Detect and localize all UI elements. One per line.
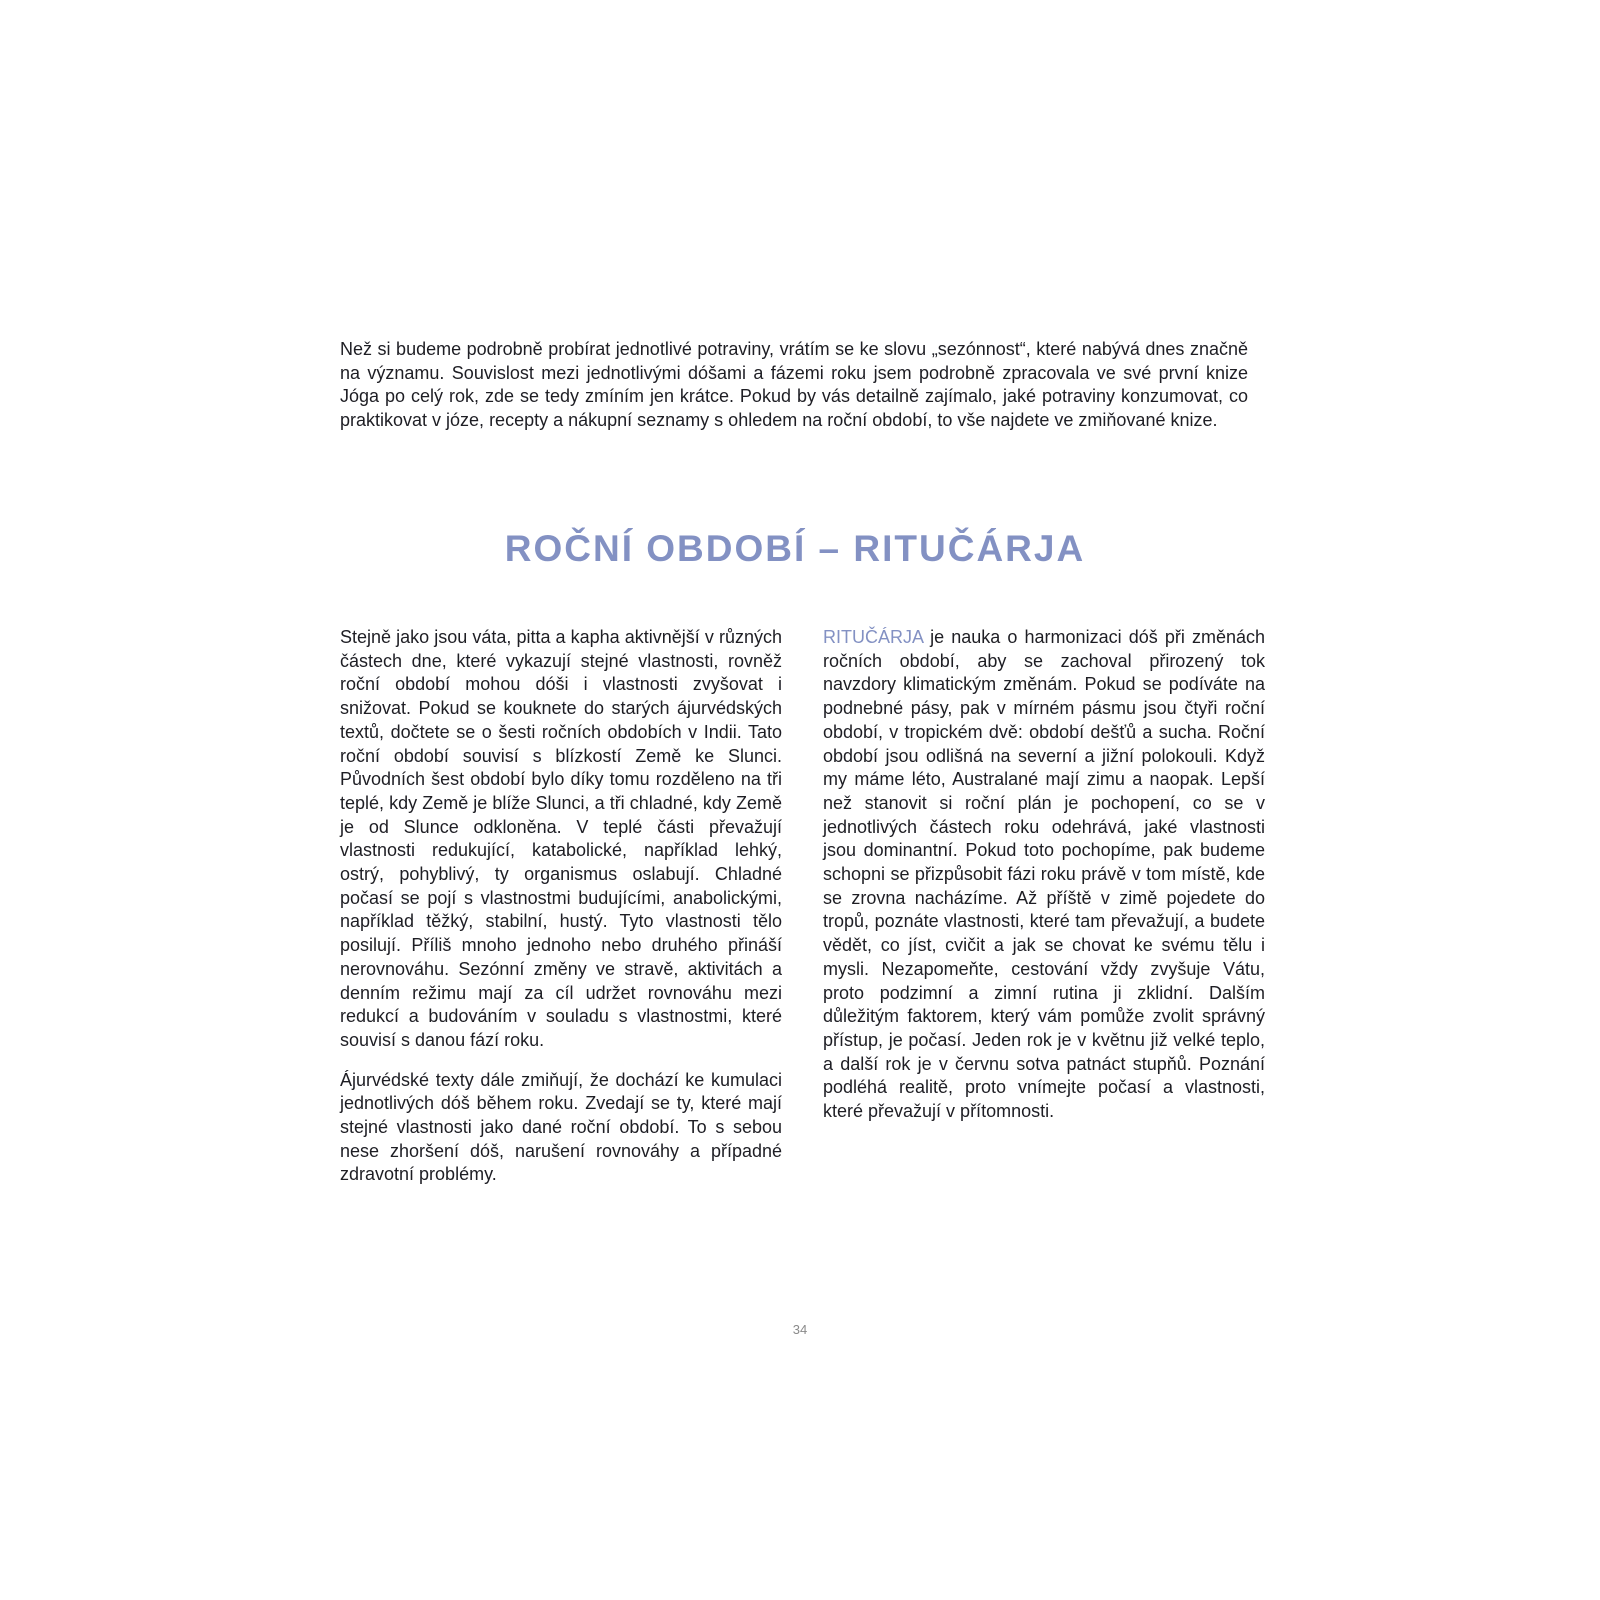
right-paragraph-1	[823, 626, 1265, 1124]
left-paragraph-1: Stejně jako jsou váta, pitta a kapha aktivnější v různých částech dne, které vykazují stejné vlastnosti, rovněž roční období mohou dóši i vlastnosti zvyšovat i snižovat. Pokud se kouknete do starých ájurvédských textů, dočtete se o šesti ročních obdobích v Indii. Tato roční období souvisí s blízkostí Země ke Slunci. Původních šest období bylo díky tomu rozděleno na tři teplé, kdy Země je blíže Slunci, a tři chladné, kdy Země je od Slunce odkloněna. V teplé části převažují vlastnosti redukující, katabolické, například lehký, ostrý, pohyblivý, ty organismus oslabují. Chladné počasí se pojí s vlastnostmi budujícími, anabolickými, například těžký, stabilní, hustý. Tyto vlastnosti tělo posilují. Příliš mnoho jednoho nebo druhého přináší nerovnováhu. Sezónní změny ve stravě, aktivitách a denním režimu mají za cíl udržet rovnováhu mezi redukcí a budováním v souladu s vlastnostmi, které souvisí s danou fází roku.	[340, 627, 782, 1050]
left-paragraph-2: Ájurvédské texty dále zmiňují, že dochází ke kumulaci jednotlivých dóš během roku. Zvedají se ty, které mají stejné vlastnosti jako dané roční období. To s sebou nese zhoršení dóš, narušení rovnováhy a případné zdravotní problémy.	[340, 1069, 782, 1185]
right-column	[823, 626, 1265, 1140]
accent-term: RITUČÁRJA	[823, 627, 924, 647]
left-column	[340, 626, 782, 1203]
intro-paragraph: Než si budeme podrobně probírat jednotlivé potraviny, vrátím se ke slovu „sezónnost“, které nabývá dnes značně na významu. Souvislost mezi jednotlivými dóšami a fázemi roku jsem podrobně zpracovala ve své první knize Jóga po celý rok, zde se tedy zmíním jen krátce. Pokud by vás detailně zajímalo, jaké potraviny konzumovat, co praktikovat v józe, recepty a nákupní seznamy s ohledem na roční období, to vše najdete ve zmiňované knize.	[340, 339, 1248, 430]
page-number: 34	[792, 1322, 808, 1337]
section-heading: ROČNÍ OBDOBÍ – RITUČÁRJA	[504, 528, 1086, 569]
right-paragraph-1-text: je nauka o harmonizaci dóš při změnách ročních období, aby se zachoval přirozený tok navzdory klimatickým změnám. Pokud se podíváte na podnebné pásy, pak v mírném pásmu jsou čtyři roční období, v tropickém dvě: období dešťů a sucha. Roční období jsou odlišná na severní a jižní polokouli. Když my máme léto, Australané mají zimu a naopak. Lepší než stanovit si roční plán je pochopení, co se v jednotlivých částech roku odehrává, jaké vlastnosti jsou dominantní. Pokud toto pochopíme, pak budeme schopni se přizpůsobit fázi roku právě v tom místě, kde se zrovna nacházíme. Až příště v zimě pojedete do tropů, poznáte vlastnosti, které tam převažují, a budete vědět, co jíst, cvičit a jak se chovat ke svému tělu i mysli. Nezapomeňte, cestování vždy zvyšuje Vátu, proto podzimní a zimní rutina ji zklidní. Dalším důležitým faktorem, který vám pomůže zvolit správný přístup, je počasí. Jeden rok je v květnu již velké teplo, a další rok je v červnu sotva patnáct stupňů. Poznání podléhá realitě, proto vnímejte počasí a vlastnosti, které převažují v přítomnosti.	[823, 627, 1265, 1122]
